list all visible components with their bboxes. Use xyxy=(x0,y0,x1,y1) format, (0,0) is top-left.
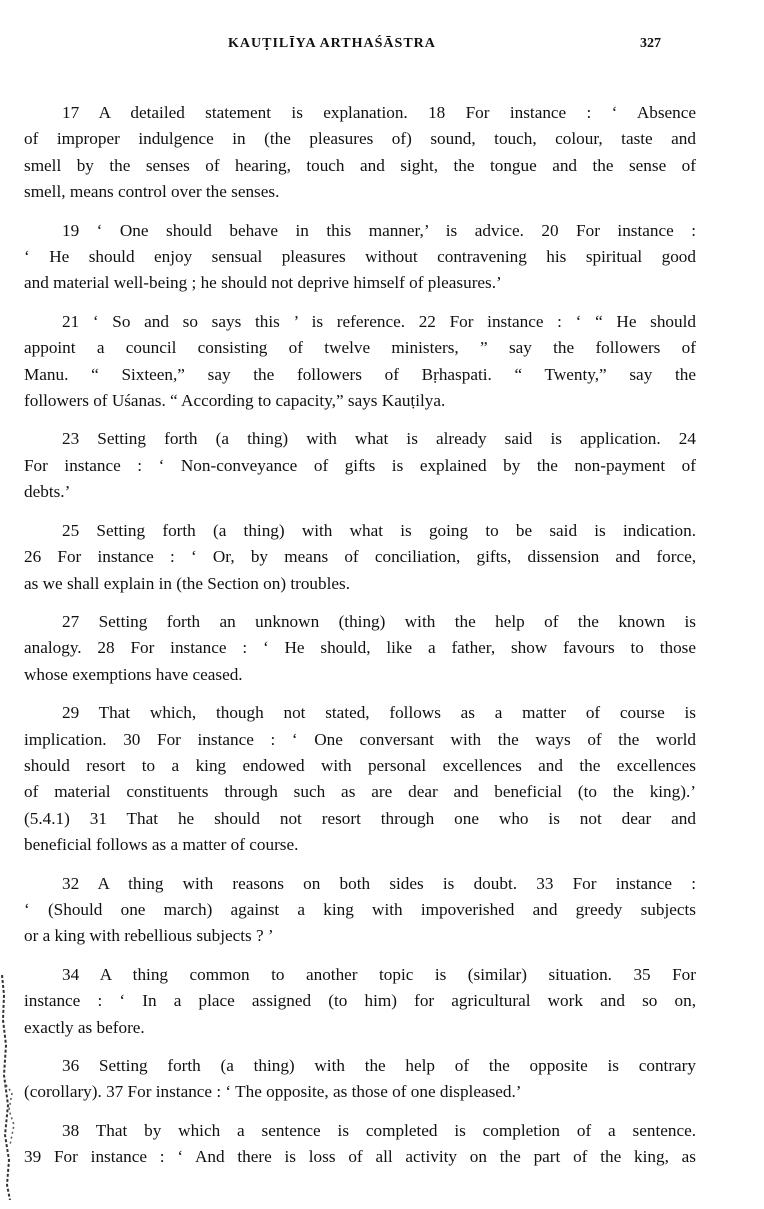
text-line: 25 Setting forth (a thing) with what is going to be said is indication. xyxy=(62,520,696,540)
text-line: 36 Setting forth (a thing) with the help of the opposite is contrary xyxy=(62,1056,696,1075)
text-line: of improper indulgence in (the pleasures of) sound, touch, colour, taste and xyxy=(24,129,696,149)
text-line: as we shall explain in (the Section on) troubles. xyxy=(24,573,351,593)
text-line: Manu. “ Sixteen,” say the followers of Bṛhaspati. “ Twenty,” say the xyxy=(24,364,696,384)
text-line: ‘ He should enjoy sensual pleasures without contravening his spiritual good xyxy=(24,247,696,267)
text-line: 38 That by which a sentence is completed is completion of a sentence. xyxy=(62,1120,696,1140)
text-line: should resort to a king endowed with personal excellences and the excellences xyxy=(24,755,696,775)
paragraph-34-35 xyxy=(24,962,696,1041)
paragraph-25-26 xyxy=(24,518,696,597)
binding-edge-mark xyxy=(0,975,18,1200)
page-header xyxy=(0,36,764,60)
text-line: smell, means control over the senses. xyxy=(24,182,280,202)
paragraph-29-31 xyxy=(24,700,696,858)
running-title: KAUṬILĪYA ARTHAŚĀSTRA xyxy=(228,36,436,51)
page-number: 327 xyxy=(640,36,661,51)
text-line: beneficial follows as a matter of course. xyxy=(24,835,299,855)
text-line: 29 That which, though not stated, follows as a matter of course is xyxy=(62,703,696,723)
body-text xyxy=(24,100,696,1183)
text-line: 23 Setting forth (a thing) with what is already said is application. 24 xyxy=(62,429,696,449)
text-line: 17 A detailed statement is explanation. 18 For instance : ‘ Absence xyxy=(62,103,696,122)
paragraph-21-22 xyxy=(24,309,696,415)
paragraph-38-39 xyxy=(24,1118,696,1171)
text-line: (5.4.1) 31 That he should not resort through one who is not dear and xyxy=(24,808,696,828)
text-line: or a king with rebellious subjects ? ’ xyxy=(24,926,274,946)
paragraph-23-24 xyxy=(24,426,696,505)
text-line: ‘ (Should one march) against a king with impoverished and greedy subjects xyxy=(24,899,696,919)
paragraph-36-37 xyxy=(24,1053,696,1106)
paragraph-19-20 xyxy=(24,218,696,297)
text-line: instance : ‘ In a place assigned (to him) for agricultural work and so on, xyxy=(24,991,696,1011)
text-line: exactly as before. xyxy=(24,1017,145,1037)
text-line: appoint a council consisting of twelve ministers, ” say the followers of xyxy=(24,338,696,358)
text-line: 21 ‘ So and so says this ’ is reference. 22 For instance : ‘ “ He should xyxy=(62,311,696,331)
text-line: debts.’ xyxy=(24,482,71,502)
text-line: 19 ‘ One should behave in this manner,’ is advice. 20 For instance : xyxy=(62,220,696,240)
text-line: 27 Setting forth an unknown (thing) with the help of the known is xyxy=(62,611,696,631)
text-line: followers of Uśanas. “ According to capacity,” says Kauṭilya. xyxy=(24,391,446,411)
paragraph-32-33 xyxy=(24,871,696,950)
paragraph-17-18 xyxy=(24,100,696,206)
text-line: whose exemptions have ceased. xyxy=(24,664,243,684)
text-line: smell by the senses of hearing, touch and sight, the tongue and the sense of xyxy=(24,155,696,175)
text-line: 32 A thing with reasons on both sides is doubt. 33 For instance : xyxy=(62,873,696,893)
text-line: 34 A thing common to another topic is (similar) situation. 35 For xyxy=(62,964,696,984)
text-line: 39 For instance : ‘ And there is loss of all activity on the part of the king, as xyxy=(24,1147,696,1167)
text-line: analogy. 28 For instance : ‘ He should, like a father, show favours to those xyxy=(24,638,696,658)
text-line: implication. 30 For instance : ‘ One conversant with the ways of the world xyxy=(24,729,696,749)
text-line: and material well-being ; he should not deprive himself of pleasures.’ xyxy=(24,273,502,293)
text-line: For instance : ‘ Non-conveyance of gifts is explained by the non-payment of xyxy=(24,455,696,475)
paragraph-27-28 xyxy=(24,609,696,688)
text-line: 26 For instance : ‘ Or, by means of conciliation, gifts, dissension and force, xyxy=(24,547,696,567)
text-line: of material constituents through such as are dear and beneficial (to the king).’ xyxy=(24,782,696,802)
text-line: (corollary). 37 For instance : ‘ The opposite, as those of one displeased.’ xyxy=(24,1082,522,1102)
